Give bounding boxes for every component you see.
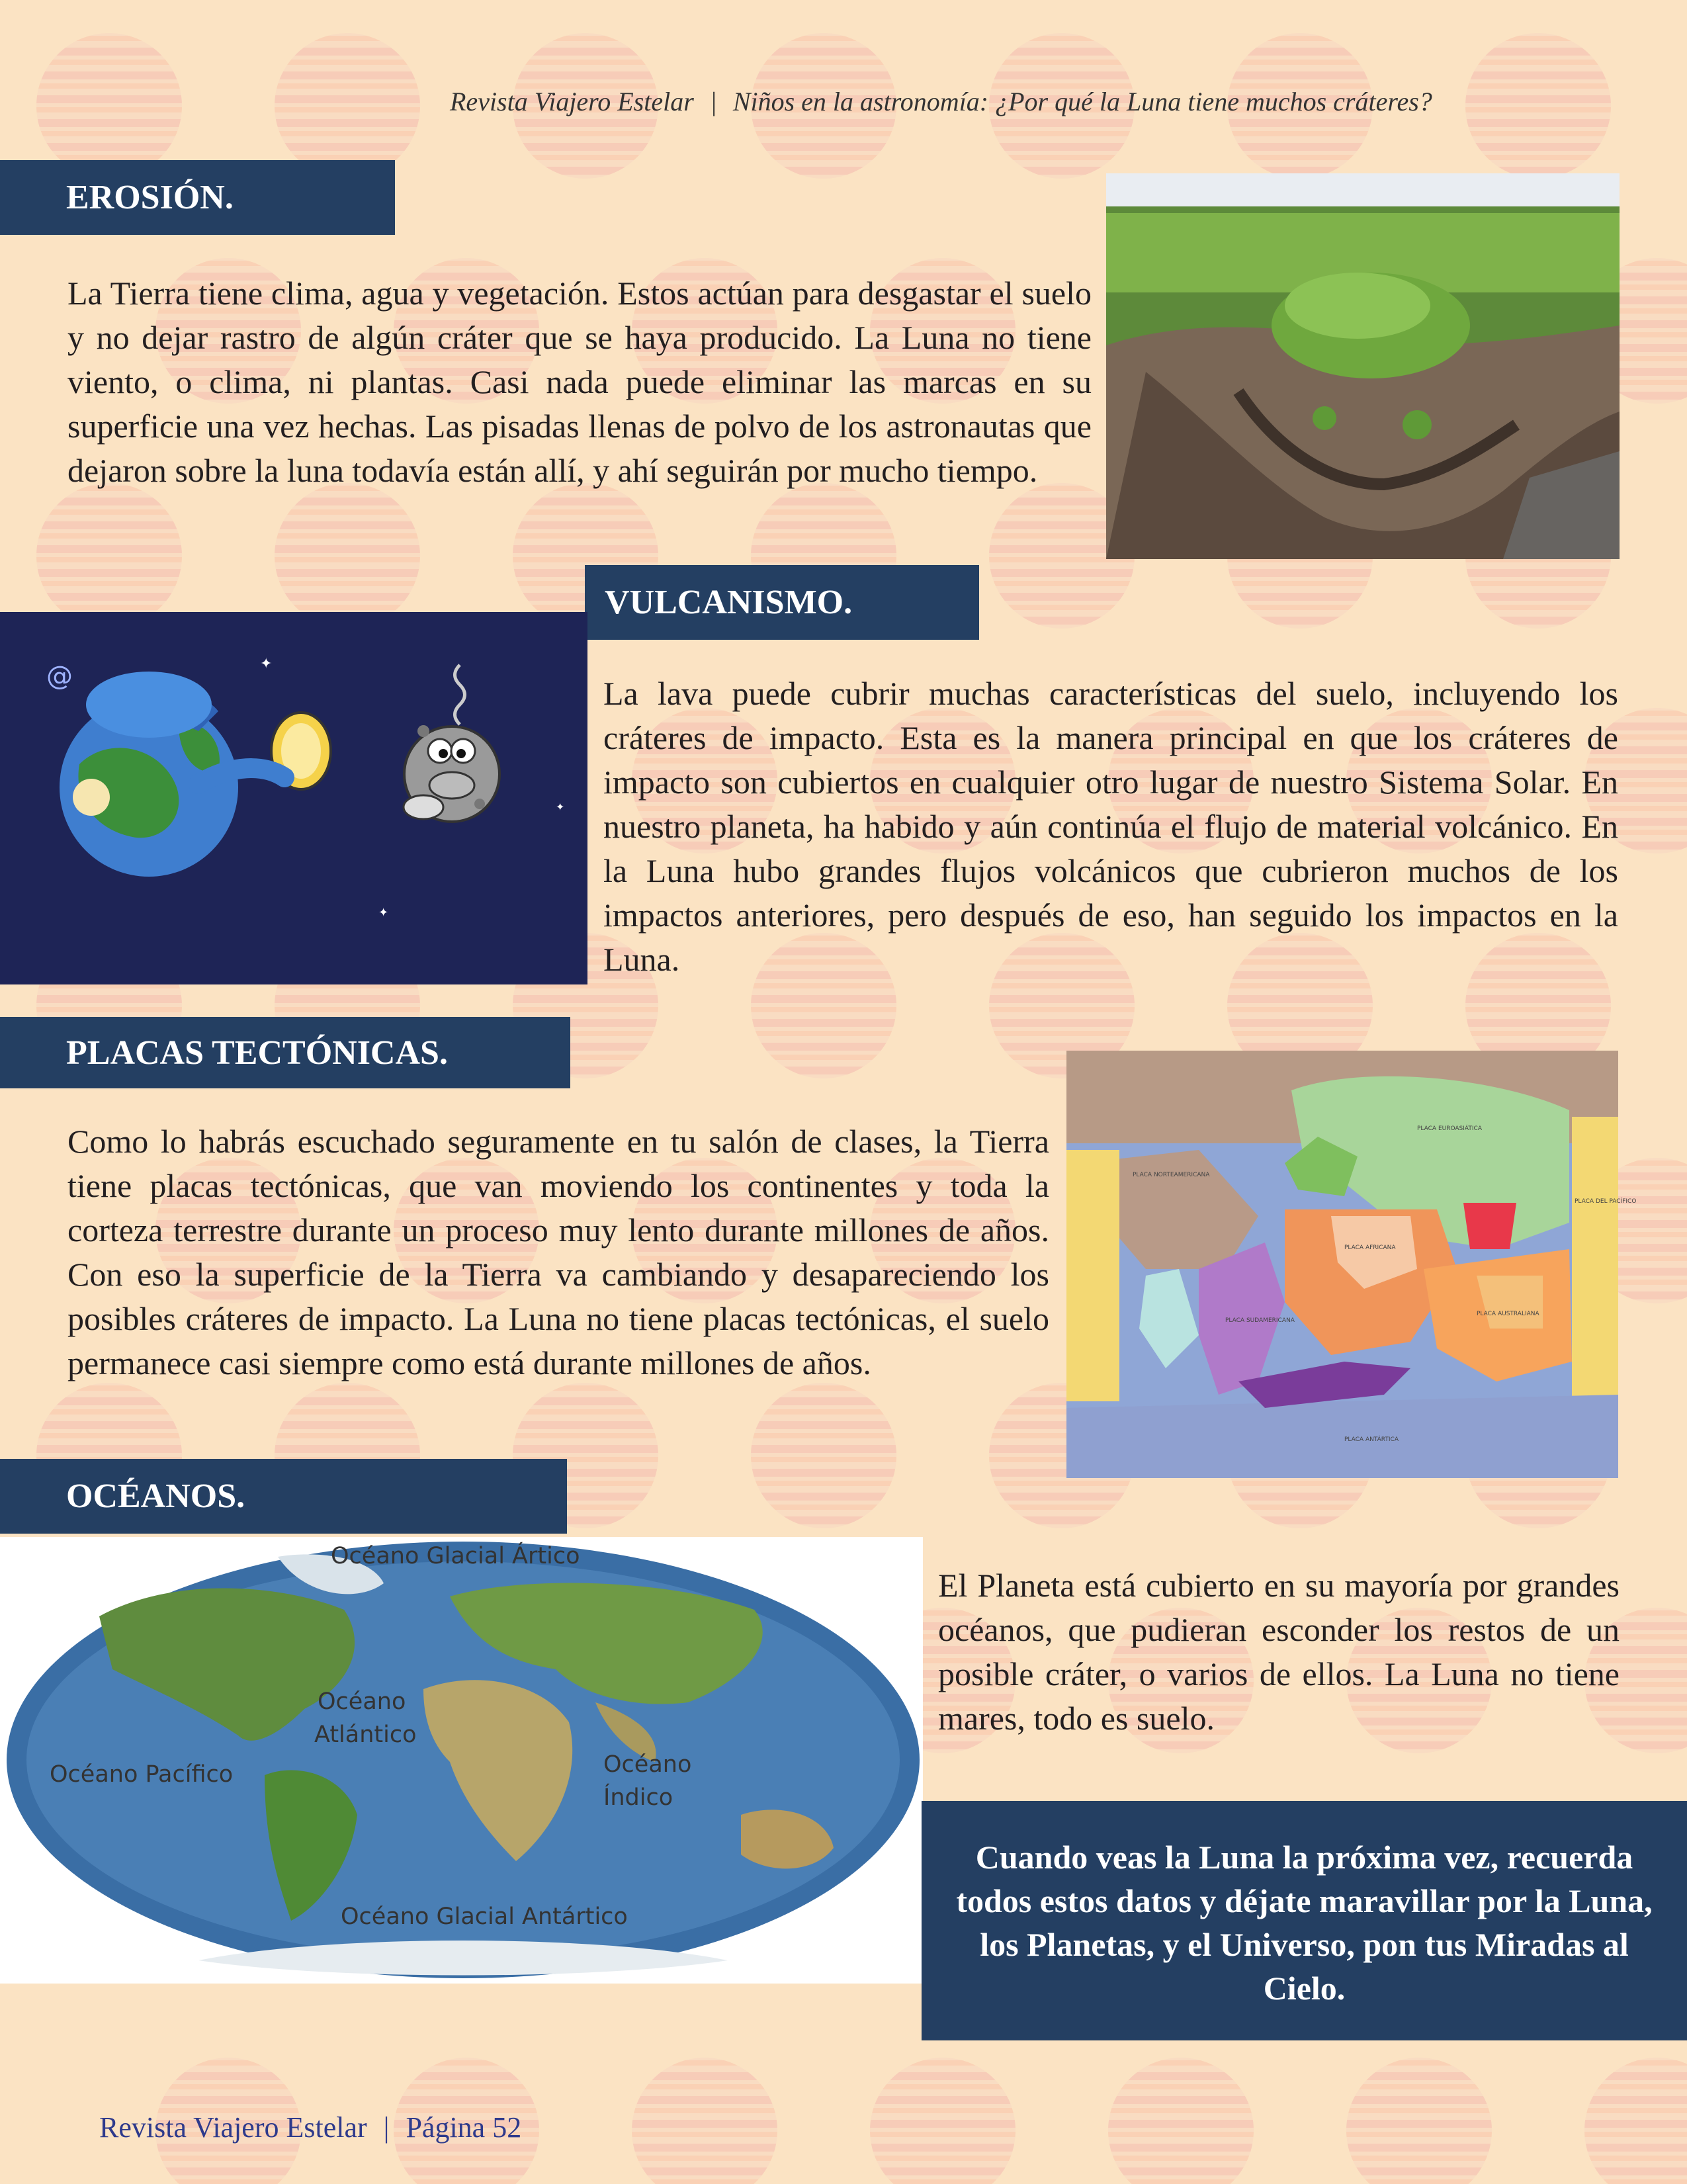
svg-text:✦: ✦	[556, 802, 565, 813]
vulcanismo-heading	[585, 565, 979, 640]
svg-text:@: @	[46, 661, 73, 691]
world-oceans-map	[0, 1537, 923, 1984]
plate-label-africana: PLACA AFRICANA	[1344, 1245, 1396, 1251]
erosion-photo	[1106, 173, 1620, 559]
header-magazine: Revista Viajero Estelar	[450, 87, 694, 116]
closing-callout-text: Cuando veas la Luna la próxima vez, recuerda todos estos datos y déjate maravillar por la Luna, los Planetas, y el Universo, pon tus Miradas al Cielo.	[956, 1839, 1653, 2007]
ocean-label-antartico: Océano Glacial Antártico	[341, 1903, 628, 1930]
placas-heading	[0, 1017, 570, 1088]
placas-heading-text: PLACAS TECTÓNICAS.	[66, 1033, 448, 1072]
page-footer	[99, 2111, 521, 2144]
vulcanismo-heading-text: VULCANISMO.	[605, 584, 853, 621]
running-header	[450, 86, 1575, 117]
footer-magazine: Revista Viajero Estelar	[99, 2111, 367, 2144]
vulcanismo-paragraph: La lava puede cubrir muchas características del suelo, incluyendo los cráteres de impacto. Esta es la manera principal en que los cráteres de impacto son cubiertos en cualquier otro lugar de nuestro Sistema Solar. En nuestro planeta, ha habido y aún continúa el flujo de material volcánico. En la Luna hubo grandes flujos volcánicos que cubrieron muchos de los impactos anteriores, pero después de eso, han seguido los impactos en la Luna.	[603, 675, 1618, 978]
header-separator: |	[709, 87, 717, 116]
header-subtitle: Niños en la astronomía: ¿Por qué la Luna tiene muchos cráteres?	[732, 87, 1432, 116]
plate-label-norteamericana: PLACA NORTEAMERICANA	[1133, 1172, 1210, 1178]
placas-paragraph: Como lo habrás escuchado seguramente en tu salón de clases, la Tierra tiene placas tectónicas, que van moviendo los continentes y toda la corteza terrestre durante un proceso muy lento durante millones de años. Con eso la superficie de la Tierra va cambiando y desapareciendo los posibles cráteres de impacto. La Luna no tiene placas tectónicas, el suelo permanece casi siempre como está durante millones de años.	[67, 1123, 1049, 1381]
erosion-heading-text: EROSIÓN.	[66, 179, 234, 216]
svg-text:✦: ✦	[260, 655, 273, 672]
plate-label-australiana: PLACA AUSTRALIANA	[1477, 1311, 1539, 1317]
plate-label-sudamericana: PLACA SUDAMERICANA	[1225, 1317, 1295, 1324]
ocean-label-atlantico-1: Océano	[318, 1688, 406, 1715]
footer-separator: |	[383, 2111, 390, 2144]
ocean-label-atlantico-2: Atlántico	[314, 1722, 417, 1748]
ocean-label-artico: Océano Glacial Ártico	[331, 1543, 580, 1569]
ocean-label-pacifico: Océano Pacífico	[50, 1761, 234, 1788]
plate-label-antartica: PLACA ANTÁRTICA	[1344, 1436, 1399, 1443]
ocean-label-indico-2: Índico	[603, 1784, 673, 1811]
plate-label-pacifico: PLACA DEL PACÍFICO	[1575, 1198, 1637, 1205]
erosion-paragraph: La Tierra tiene clima, agua y vegetación. Estos actúan para desgastar el suelo y no dejar rastro de algún cráter que se haya producido. La Luna no tiene viento, o clima, ni plantas. Casi nada puede eliminar las marcas en su superficie una vez hechas. Las pisadas llenas de polvo de los astronautas que dejaron sobre la luna todavía están allí, y ahí seguirán por mucho tiempo.	[67, 275, 1092, 489]
erosion-heading	[0, 160, 395, 235]
oceanos-heading	[0, 1459, 567, 1534]
tectonic-plates-map	[1066, 1051, 1637, 1478]
svg-text:✦: ✦	[378, 906, 389, 919]
oceanos-heading-text: OCÉANOS.	[66, 1477, 245, 1515]
plate-label-euroasiatica: PLACA EUROASIÁTICA	[1417, 1125, 1482, 1132]
oceanos-paragraph: El Planeta está cubierto en su mayoría por grandes océanos, que pudieran esconder los restos de un posible cráter, o varios de ellos. La Luna no tiene mares, todo es suelo.	[938, 1567, 1620, 1737]
closing-callout	[922, 1801, 1687, 2040]
ocean-label-indico-1: Océano	[603, 1751, 692, 1778]
earth-moon-cartoon	[0, 612, 587, 984]
footer-page-number: Página 52	[406, 2111, 522, 2144]
